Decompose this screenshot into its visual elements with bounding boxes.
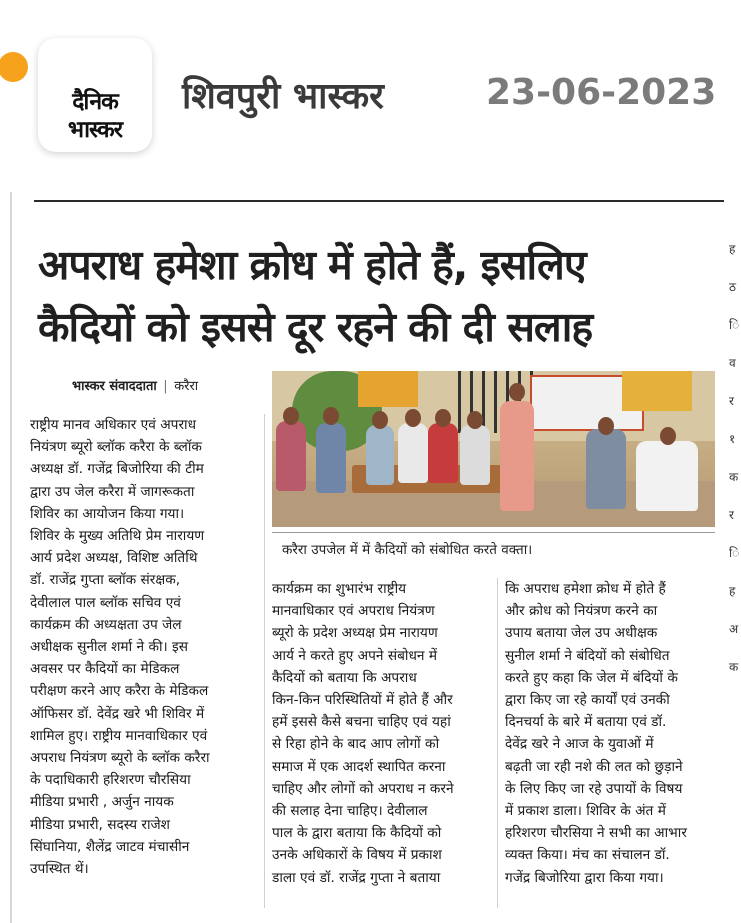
article-line: देवीलाल पाल ब्लॉक सचिव एवं — [30, 594, 181, 611]
article-line: हमें इससे कैसे बचना चाहिए एवं यहां — [272, 714, 451, 731]
article-line: ब्यूरो के प्रदेश अध्यक्ष प्रेम नारायण — [272, 625, 438, 642]
article-line: उपस्थित थें। — [30, 861, 89, 878]
byline-name: भास्कर संवाददाता — [72, 379, 157, 394]
headline-line2: कैदियों को इससे दूर रहने की दी सलाह — [38, 303, 593, 351]
article-line: द्वारा उप जेल करैरा में जागरूकता — [30, 483, 195, 500]
article-column-3 — [505, 578, 720, 889]
byline — [72, 376, 198, 394]
article-line: सुनील शर्मा ने बंदियों को संबोधित — [505, 647, 670, 664]
news-photo — [272, 371, 715, 527]
fragment-glyph: ि — [729, 318, 740, 332]
dainik-bhaskar-logo — [38, 38, 152, 152]
article-line: सिंघानिया, शैलेंद्र जाटव मंचासीन — [30, 838, 190, 855]
edition-title: शिवपुरी भास्कर — [182, 76, 384, 117]
article-line: कार्यक्रम की अध्यक्षता उप जेल — [30, 616, 182, 633]
article-line: परीक्षण करने आए करैरा के मेडिकल — [30, 683, 209, 700]
article-line: मीडिया प्रभारी , अर्जुन नायक — [30, 794, 174, 811]
article-line: की सलाह देना चाहिए। देवीलाल — [272, 803, 428, 820]
photo-caption: करैरा उपजेल में में कैदियों को संबोधित करते वक्ता। — [282, 542, 533, 558]
article-line: राष्ट्रीय मानव अधिकार एवं अपराध — [30, 417, 197, 433]
article-line: किन-किन परिस्थितियों में होते हैं और — [272, 692, 453, 709]
article-line: उपाय बताया जेल उप अधीक्षक — [505, 625, 658, 642]
column-divider — [264, 414, 265, 908]
clipping-edge — [10, 192, 12, 923]
article-line: और क्रोध को नियंत्रण करने का — [505, 603, 658, 620]
article-line: ऑफिसर डॉ. देवेंद्र खरे भी शिविर में — [30, 705, 205, 722]
fragment-glyph: र — [729, 394, 734, 408]
fragment-glyph: १ — [729, 432, 736, 446]
article-line: में प्रकाश डाला। शिविर के अंत में — [505, 803, 666, 820]
article-line: अध्यक्ष डॉ. गजेंद्र बिजोरिया की टीम — [30, 461, 204, 478]
article-line: अवसर पर कैदियों का मेडिकल — [30, 661, 180, 678]
article-line: कैदियों को बताया कि अपराध — [272, 669, 417, 686]
article-column-1 — [30, 414, 258, 880]
byline-place: करैरा — [174, 379, 199, 394]
article-line: अपराध नियंत्रण ब्यूरो के ब्लॉक करैरा — [30, 750, 210, 767]
fragment-glyph: क — [729, 660, 739, 674]
top-rule — [34, 200, 724, 202]
article-line: डाला एवं डॉ. राजेंद्र गुप्ता ने बताया — [272, 869, 441, 886]
article-line: आर्य प्रदेश अध्यक्ष, विशिष्ट अतिथि — [30, 550, 198, 567]
article-line: आर्य ने करते हुए अपने संबोधन में — [272, 647, 438, 664]
article-line: से रिहा होने के बाद आप लोगों को — [272, 736, 440, 753]
article-line: कि अपराध हमेशा क्रोध में होते हैं — [505, 581, 666, 597]
fragment-glyph: ह — [729, 584, 736, 598]
caption-rule — [272, 532, 715, 533]
article-line: शिविर का आयोजन किया गया। — [30, 505, 185, 522]
article-line: के लिए किए जा रहे उपायों के विषय — [505, 780, 683, 797]
fragment-glyph: क — [729, 470, 739, 484]
article-line: नियंत्रण ब्यूरो ब्लॉक करैरा के ब्लॉक — [30, 439, 202, 456]
article-line: पाल के द्वारा बताया कि कैदियों को — [272, 825, 442, 842]
article-column-2 — [272, 578, 490, 889]
logo-line1: दैनिक — [72, 89, 118, 115]
edition-date: 23-06-2023 — [486, 72, 717, 113]
fragment-glyph: र — [729, 508, 734, 522]
article-line: अधीक्षक सुनील शर्मा ने की। इस — [30, 639, 189, 656]
column-divider — [497, 578, 498, 908]
article-line: बढ़ती जा रही नशे की लत को छुड़ाने — [505, 758, 683, 775]
article-line: दिनचर्या के बारे में बताया एवं डॉ. — [505, 714, 667, 731]
article-line: शामिल हुए। राष्ट्रीय मानवाधिकार एवं — [30, 727, 208, 744]
article-line: कार्यक्रम का शुभारंभ राष्ट्रीय — [272, 581, 407, 597]
fragment-glyph: ि — [729, 546, 740, 560]
article-line: मानवाधिकार एवं अपराध नियंत्रण — [272, 603, 435, 620]
sun-icon — [0, 52, 28, 82]
fragment-glyph: ठ — [729, 280, 736, 294]
article-line: शिविर के मुख्य अतिथि प्रेम नारायण — [30, 528, 205, 545]
fragment-glyph: अ — [729, 622, 739, 636]
article-line: देवेंद्र खरे ने आज के युवाओं में — [505, 736, 654, 753]
logo-line2: भास्कर — [67, 117, 123, 143]
article-line: उनके अधिकारों के विषय में प्रकाश — [272, 847, 442, 864]
fragment-glyph: ह — [729, 242, 736, 256]
article-line: गजेंद्र बिजोरिया द्वारा किया गया। — [505, 869, 664, 886]
headline-line1: अपराध हमेशा क्रोध में होते हैं, इसलिए — [38, 241, 586, 289]
article-line: डॉ. राजेंद्र गुप्ता ब्लॉक संरक्षक, — [30, 572, 181, 589]
fragment-glyph: व — [729, 356, 736, 370]
byline-separator: | — [163, 379, 168, 394]
adjacent-article-fragment — [729, 230, 741, 923]
article-line: मीडिया प्रभारी, सदस्य राजेश — [30, 816, 170, 833]
article-line: चाहिए और लोगों को अपराध न करने — [272, 780, 454, 797]
article-line: द्वारा किए जा रहे कार्यों एवं उनकी — [505, 692, 670, 709]
article-line: समाज में एक आदर्श स्थापित करना — [272, 758, 446, 775]
article-line: के पदाधिकारी हरिशरण चौरसिया — [30, 772, 191, 789]
article-line: करते हुए कहा कि जेल में बंदियों के — [505, 669, 678, 686]
article-line: हरिशरण चौरसिया ने सभी का आभार — [505, 825, 687, 842]
article-line: व्यक्त किया। मंच का संचालन डॉ. — [505, 847, 670, 864]
